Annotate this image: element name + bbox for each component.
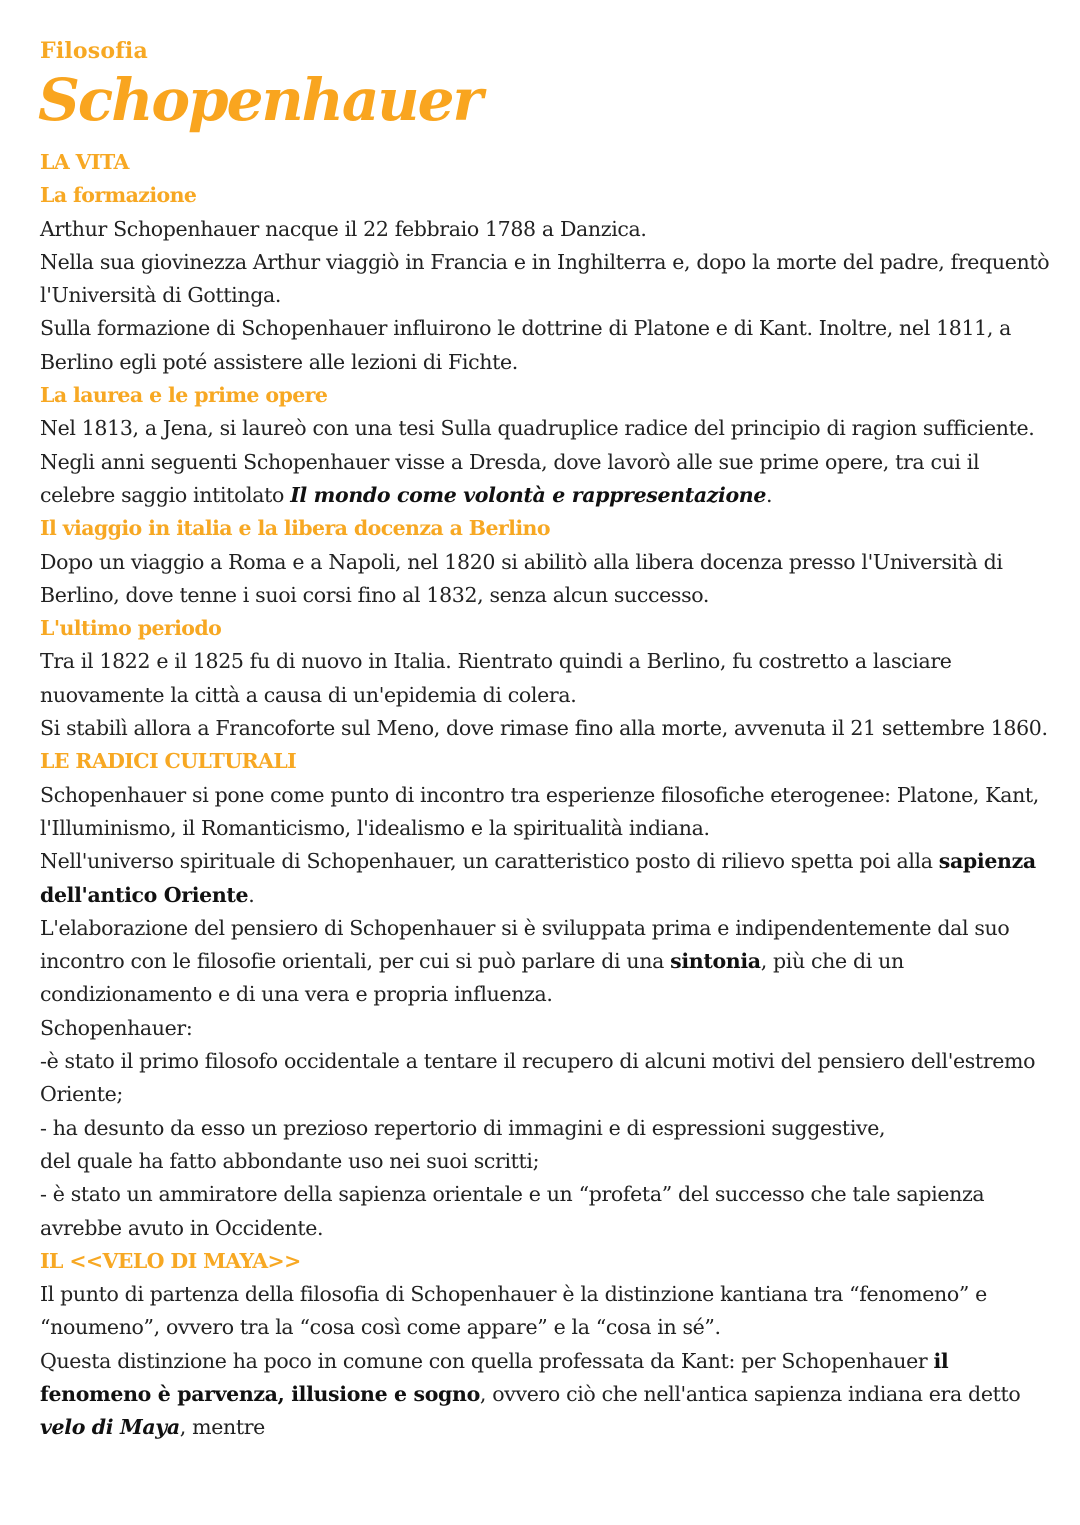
paragraph: Tra il 1822 e il 1825 fu di nuovo in Italia. Rientrato quindi a Berlino, fu costretto a lasciare nuovamente la città a causa di un'epidemia di colera. bbox=[40, 649, 952, 707]
paragraph: Nella sua giovinezza Arthur viaggiò in Francia e in Inghilterra e, dopo la morte del padre, frequentò l'Università di Gottinga. bbox=[40, 249, 1050, 308]
subheading-formazione: La formazione bbox=[40, 183, 197, 208]
paragraph-text: Negli anni seguenti Schopenhauer visse a Dresda, dove lavorò alle sue prime opere, tra cui il celebre saggio intitolato bbox=[40, 449, 980, 507]
section-heading-vita: LA VITA bbox=[40, 150, 129, 174]
paragraph-text: L'elaborazione del pensiero di Schopenhauer si è sviluppata prima e indipendentemente dal suo incontro con le filosofie orientali, per cui si può parlare di una bbox=[40, 915, 1010, 974]
paragraph: Il punto di partenza della filosofia di Schopenhauer è la distinzione kantiana tra “fenomeno” e “noumeno”, ovvero tra la “cosa così come appare” e la “cosa in sé”. bbox=[40, 1282, 987, 1340]
page-title: Schopenhauer bbox=[38, 66, 482, 134]
list-item-continuation: del quale ha fatto abbondante uso nei suoi scritti; bbox=[40, 1148, 540, 1173]
paragraph: Si stabilì allora a Francoforte sul Meno, dove rimase fino alla morte, avvenuta il 21 settembre 1860. bbox=[40, 716, 1048, 741]
paragraph-text: , ovvero ciò che nell'antica sapienza indiana era detto bbox=[479, 1381, 1021, 1406]
paragraph-text: . bbox=[248, 882, 255, 907]
subheading-laurea: La laurea e le prime opere bbox=[40, 383, 328, 408]
paragraph-text: , mentre bbox=[179, 1415, 265, 1440]
list-item: - è stato un ammiratore della sapienza orientale e un “profeta” del successo che tale sapienza avrebbe avuto in Occidente. bbox=[40, 1182, 985, 1240]
list-item: - ha desunto da esso un prezioso repertorio di immagini e di espressioni suggestive, bbox=[40, 1115, 886, 1140]
paragraph-text: . bbox=[766, 482, 773, 507]
paragraph bbox=[40, 446, 1050, 513]
bold-emphasis: sapienza dell'antico Oriente bbox=[40, 849, 1036, 907]
paragraph: Sulla formazione di Schopenhauer influirono le dottrine di Platone e di Kant. Inoltre, nel 1811, a Berlino egli poté assistere alle lezioni di Fichte. bbox=[40, 316, 1012, 374]
document-body bbox=[40, 146, 1050, 1445]
paragraph-text: Nell'universo spirituale di Schopenhauer, un caratteristico posto di rilievo spetta poi alla bbox=[40, 849, 939, 874]
italic-bold-emphasis: velo di Maya bbox=[40, 1415, 180, 1440]
paragraph bbox=[40, 845, 1050, 912]
paragraph: Schopenhauer: bbox=[40, 1015, 193, 1040]
paragraph-text: , più che di un condizionamento e di una vera e propria influenza. bbox=[40, 949, 904, 1007]
section-heading-radici: LE RADICI CULTURALI bbox=[40, 749, 297, 774]
paragraph-text: Questa distinzione ha poco in comune con quella professata da Kant: per Schopenhauer bbox=[40, 1348, 934, 1373]
book-title-emphasis: Il mondo come volontà e rappresentazione bbox=[290, 482, 767, 507]
list-item: -è stato il primo filosofo occidentale a tentare il recupero di alcuni motivi del pensiero dell'estremo Oriente; bbox=[40, 1049, 1036, 1107]
paragraph bbox=[40, 912, 1050, 1012]
paragraph bbox=[40, 1345, 1050, 1445]
paragraph: Arthur Schopenhauer nacque il 22 febbraio 1788 a Danzica. bbox=[40, 216, 647, 241]
paragraph: Nel 1813, a Jena, si laureò con una tesi Sulla quadruplice radice del principio di ragion sufficiente. bbox=[40, 416, 1035, 441]
bold-emphasis: sintonia bbox=[670, 949, 761, 974]
paragraph: Dopo un viaggio a Roma e a Napoli, nel 1820 si abilitò alla libera docenza presso l'Università di Berlino, dove tenne i suoi corsi fino al 1832, senza alcun successo. bbox=[40, 549, 1003, 607]
subheading-viaggio: Il viaggio in italia e la libera docenza a Berlino bbox=[40, 516, 550, 541]
subheading-ultimo: L'ultimo periodo bbox=[40, 616, 222, 641]
section-heading-velo: IL <<VELO DI MAYA>> bbox=[40, 1248, 301, 1273]
paragraph: Schopenhauer si pone come punto di incontro tra esperienze filosofiche eterogenee: Platone, Kant, l'Illuminismo, il Romanticismo, l'idealismo e la spiritualità indiana. bbox=[40, 782, 1039, 840]
bold-emphasis: il fenomeno è parvenza, illusione e sogno bbox=[40, 1348, 949, 1406]
subject-label: Filosofia bbox=[40, 38, 148, 64]
